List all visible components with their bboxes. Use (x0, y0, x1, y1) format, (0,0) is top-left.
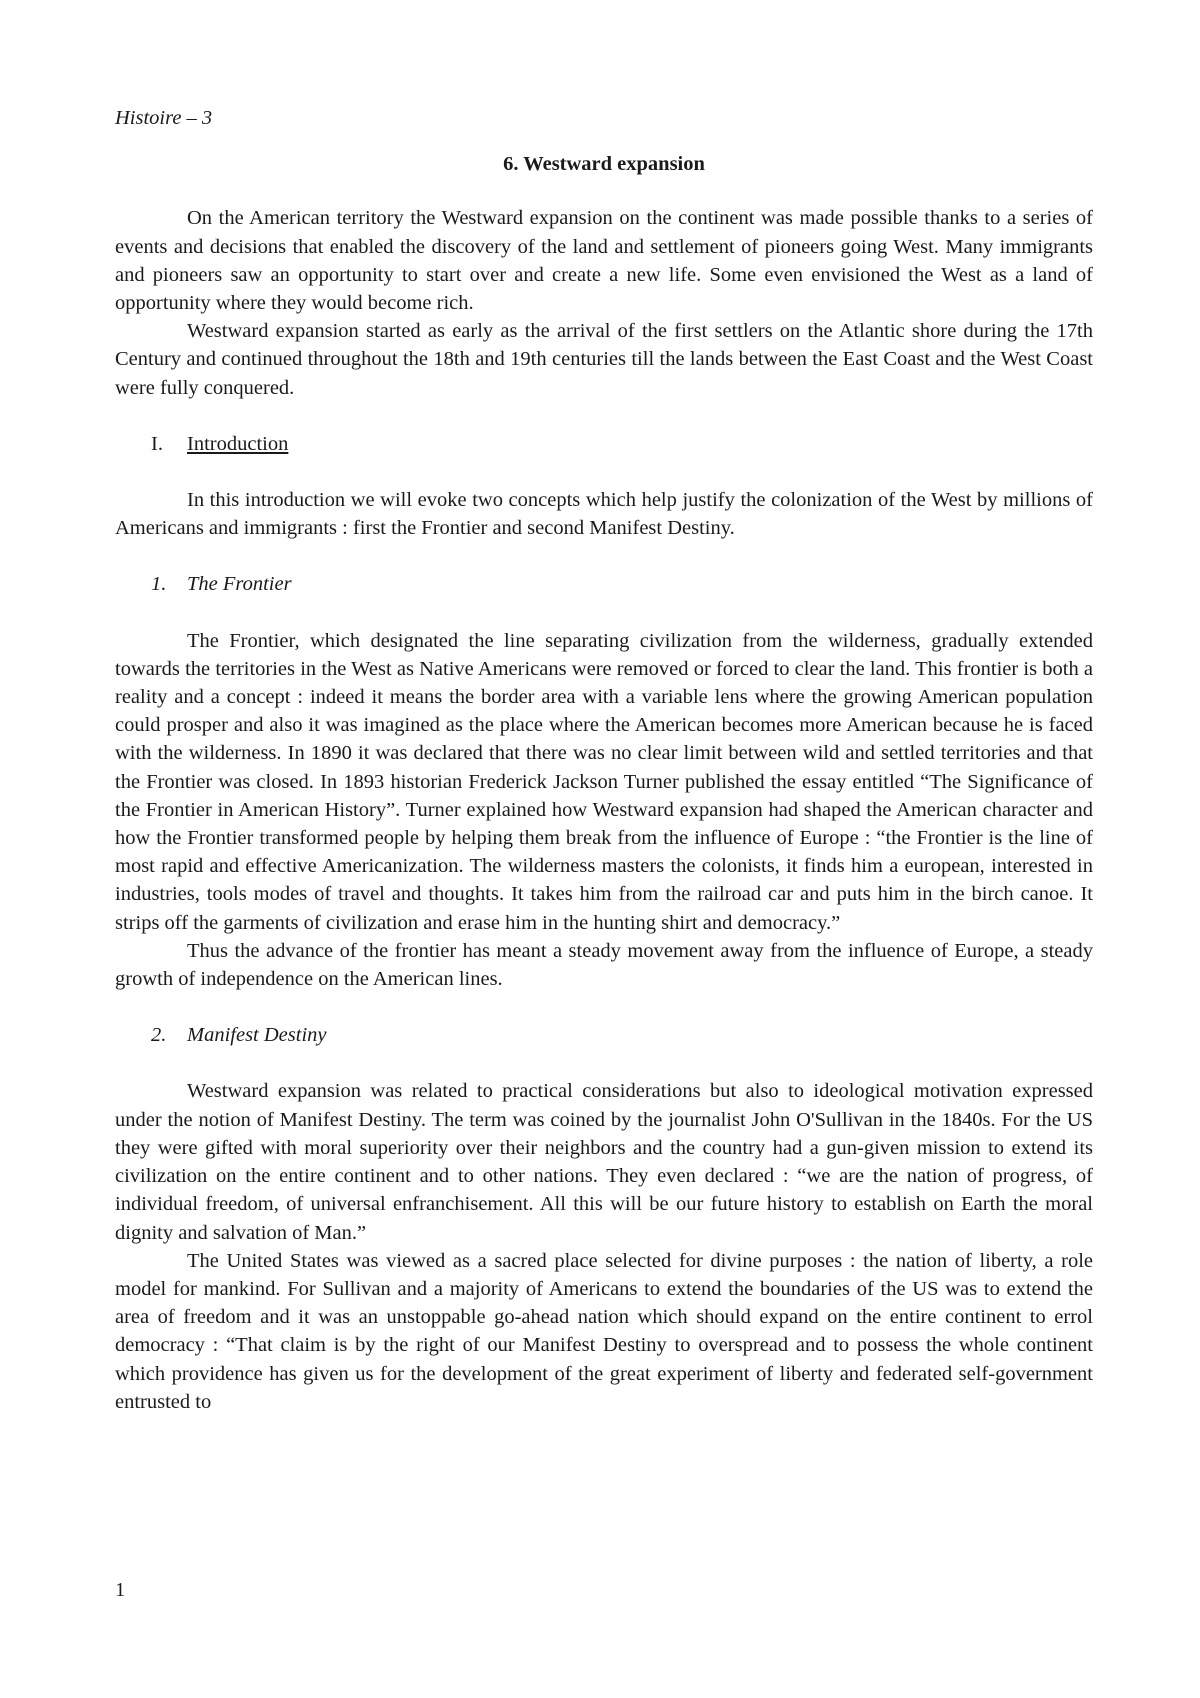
intro-paragraph: Westward expansion started as early as the arrival of the first settlers on the Atlantic shore during the 17th Century and continued throughout the 18th and 19th centuries till the lands between the East Coast and the West Coast were fully conquered. (115, 320, 1093, 399)
frontier-paragraph: Thus the advance of the frontier has meant a steady movement away from the influence of Europe, a steady growth of independence on the American lines. (115, 939, 1093, 991)
chapter-title: 6. Westward expansion (503, 153, 705, 176)
section-title: Introduction (187, 432, 289, 455)
page-number: 1 (115, 1579, 126, 1601)
manifest-destiny-paragraph: The United States was viewed as a sacred place selected for divine purposes : the nation of liberty, a role model for mankind. For Sullivan and a majority of Americans to extend the boundaries of the US was to extend the area of freedom and it was an unstoppable go-ahead nation which should expand on the entire continent to errol democracy : “That claim is by the right of our Manifest Destiny to overspread and to possess the whole continent which providence has given us for the development of the great experiment of liberty and federated self-government entrusted to (115, 1249, 1093, 1413)
running-header: Histoire – 3 (115, 107, 213, 129)
intro-paragraph: On the American territory the Westward expansion on the continent was made possible thanks to a series of events and decisions that enabled the discovery of the land and settlement of pioneers going West. Many immigrants and pioneers saw an opportunity to start over and create a new life. Some even envisioned the West as a land of opportunity where they would become rich. (115, 207, 1093, 315)
section-heading-introduction (115, 430, 1093, 458)
frontier-paragraph: The Frontier, which designated the line separating civilization from the wilderness, gradually extended towards the territories in the West as Native Americans were removed or forced to clear the land. This frontier is both a reality and a concept : indeed it means the border area with a variable lens where the growing American population could prosper and also it was imagined as the place where the American becomes more American because he is faced with the wilderness. In 1890 it was declared that there was no clear limit between wild and settled territories and that the Frontier was closed. In 1893 historian Frederick Jackson Turner published the essay entitled “The Significance of the Frontier in American History”. Turner explained how Westward expansion had shaped the American character and how the Frontier transformed people by helping them break from the influence of Europe : “the Frontier is the line of most rapid and effective Americanization. The wilderness masters the colonists, it finds him a european, interested in industries, tools modes of travel and thoughts. It takes him from the railroad car and puts him in the birch canoe. It strips off the garments of civilization and erase him in the hunting shirt and democracy.” (115, 629, 1093, 934)
subsection-number: 1. (151, 573, 167, 596)
section-number: I. (151, 432, 163, 455)
subsection-heading-frontier (115, 570, 1093, 598)
manifest-destiny-paragraph: Westward expansion was related to practical considerations but also to ideological motivation expressed under the notion of Manifest Destiny. The term was coined by the journalist John O'Sullivan in the 1840s. For the US they were gifted with moral superiority over their neighbors and the country had a gun-given mission to extend its civilization on the entire continent and to other nations. They even declared : “we are the nation of progress, of individual freedom, of universal enfranchisement. All this will be our future history to establish on Earth the moral dignity and salvation of Man.” (115, 1080, 1093, 1244)
subsection-title: Manifest Destiny (187, 1024, 327, 1047)
subsection-title: The Frontier (187, 573, 292, 596)
introduction-paragraph: In this introduction we will evoke two concepts which help justify the colonization of the West by millions of Americans and immigrants : first the Frontier and second Manifest Destiny. (115, 489, 1093, 540)
document-page (115, 104, 1093, 1416)
subsection-number: 2. (151, 1024, 167, 1047)
subsection-heading-manifest-destiny (115, 1021, 1093, 1049)
